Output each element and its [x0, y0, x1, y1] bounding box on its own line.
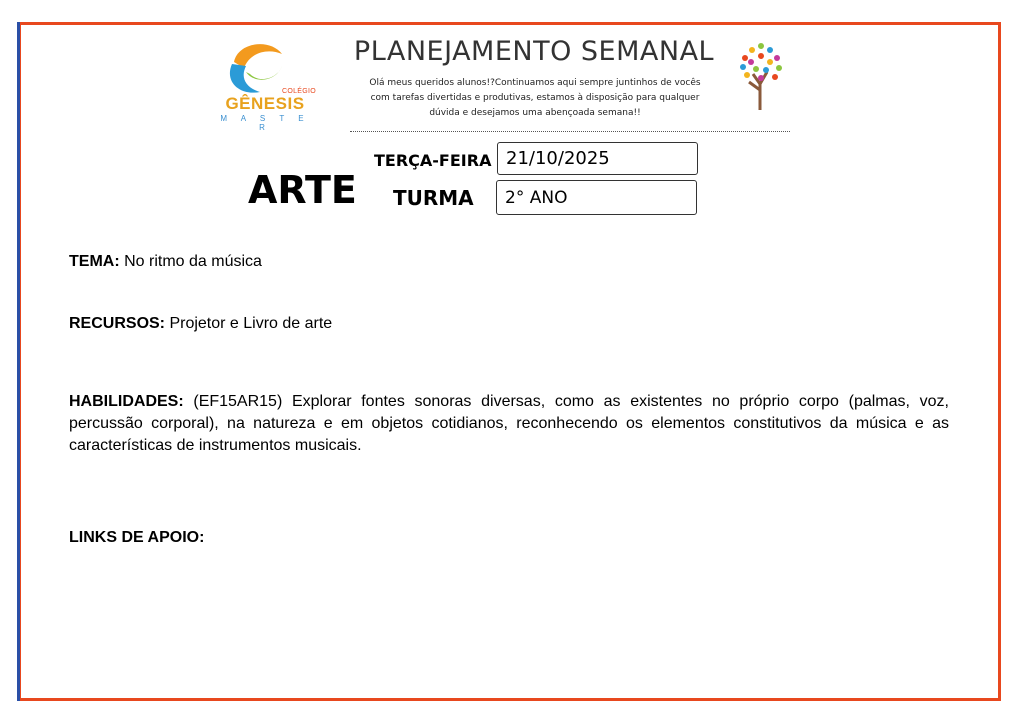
- page-frame: [18, 22, 1001, 701]
- links-label: LINKS DE APOIO:: [69, 529, 205, 546]
- tema-value: No ritmo da música: [124, 253, 262, 270]
- header-divider: [350, 131, 790, 132]
- school-logo: [220, 38, 316, 132]
- left-blue-rule: [17, 22, 20, 701]
- recursos-label: RECURSOS:: [69, 315, 170, 332]
- recursos-value: Projetor e Livro de arte: [169, 315, 333, 332]
- tema-section: [69, 251, 262, 273]
- page-title: PLANEJAMENTO SEMANAL: [353, 36, 715, 67]
- habilidades-value: (EF15AR15) Explorar fontes sonoras diversas, como as existentes no próprio corpo (palmas, voz, percussão corporal), na natureza e em objetos cotidianos, reconhecendo os elementos constitutivos da música e as características de instrumentos musicais.: [69, 393, 950, 454]
- date-field: 21/10/2025: [497, 142, 698, 175]
- class-field: 2° ANO: [496, 180, 697, 215]
- greeting-message: Olá meus queridos alunos!?Continuamos aqui sempre juntinhos de vocês com tarefas divertidas e produtivas, estamos à disposição para qualquer dúvida e desejamos uma abençoada semana!!: [369, 78, 701, 118]
- tema-label: TEMA:: [69, 253, 125, 270]
- logo-master-text: M A S T E R: [220, 114, 310, 132]
- habilidades-label: HABILIDADES:: [69, 393, 194, 410]
- habilidades-section: [69, 391, 949, 457]
- recursos-section: [69, 313, 332, 335]
- weekday-label: TERÇA-FEIRA: [374, 151, 492, 170]
- logo-colegio-text: COLÉGIO: [282, 88, 316, 95]
- logo-name-text: GÊNESIS: [225, 94, 305, 113]
- tree-icon: [735, 40, 787, 110]
- class-label: TURMA: [393, 186, 474, 210]
- subject-title: ARTE: [248, 168, 357, 212]
